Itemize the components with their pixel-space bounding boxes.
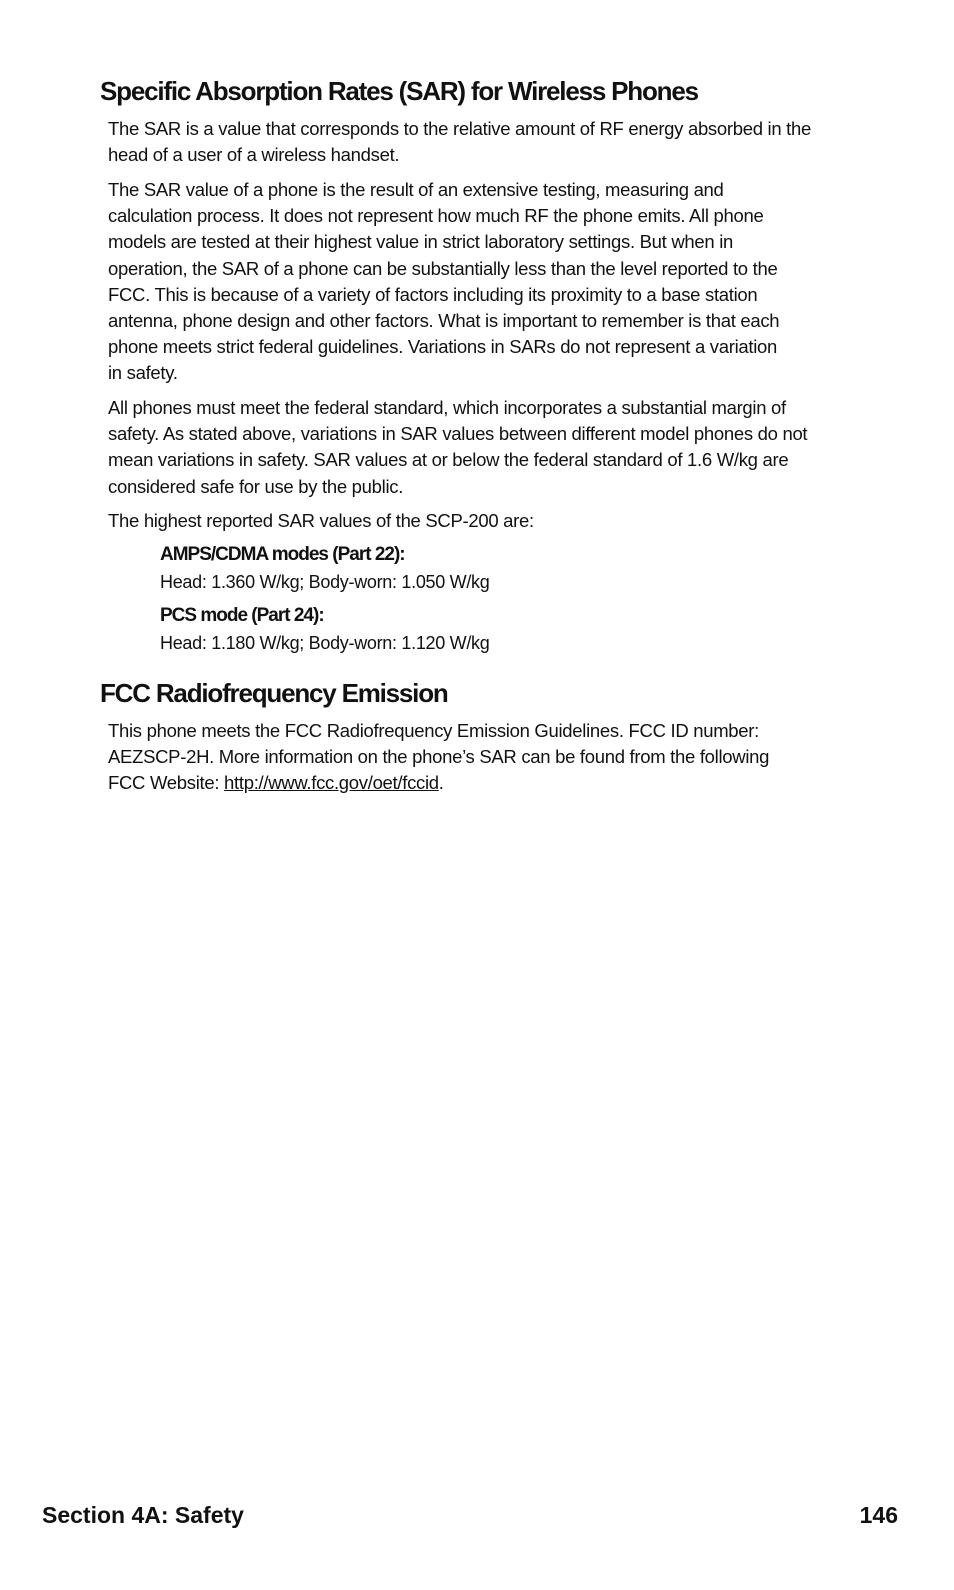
- paragraph-line: antenna, phone design and other factors. What is important to remember is that each: [108, 310, 780, 332]
- website-prefix: FCC Website:: [108, 772, 225, 794]
- amps-cdma-mode-values: Head: 1.360 W/kg; Body-worn: 1.050 W/kg: [160, 572, 490, 592]
- paragraph-line: operation, the SAR of a phone can be substantially less than the level reported to the: [108, 257, 778, 279]
- sar-paragraph-1: [108, 116, 868, 168]
- pcs-mode-label: PCS mode (Part 24):: [160, 605, 324, 626]
- paragraph-line: phone meets strict federal guidelines. Variations in SARs do not represent a variation: [108, 336, 778, 358]
- paragraph-line: considered safe for use by the public.: [108, 475, 404, 497]
- sar-heading: Specific Absorption Rates (SAR) for Wireless Phones: [100, 76, 698, 106]
- paragraph-line: safety. As stated above, variations in SAR values between different model phones do not: [108, 423, 808, 445]
- paragraph-line: All phones must meet the federal standard, which incorporates a substantial margin of: [108, 397, 786, 418]
- fcc-heading: FCC Radiofrequency Emission: [100, 678, 448, 708]
- sar-paragraph-2: [108, 177, 868, 387]
- paragraph-line: The highest reported SAR values of the SCP-200 are:: [108, 510, 534, 531]
- footer-page-number: 146: [859, 1502, 898, 1528]
- amps-cdma-mode-label: AMPS/CDMA modes (Part 22):: [160, 544, 405, 565]
- paragraph-line: AEZSCP-2H. More information on the phone’s SAR can be found from the following: [108, 746, 770, 768]
- paragraph-line: calculation process. It does not represent how much RF the phone emits. All phone: [108, 205, 764, 227]
- fcc-website-link[interactable]: http://www.fcc.gov/oet/fccid: [224, 772, 439, 794]
- paragraph-line: head of a user of a wireless handset.: [108, 144, 400, 166]
- footer-section-label: Section 4A: Safety: [42, 1502, 244, 1528]
- paragraph-line: The SAR value of a phone is the result of an extensive testing, measuring and: [108, 179, 724, 200]
- paragraph-line: FCC. This is because of a variety of factors including its proximity to a base station: [108, 283, 758, 305]
- paragraph-line: models are tested at their highest value in strict laboratory settings. But when in: [108, 231, 733, 253]
- paragraph-line: mean variations in safety. SAR values at or below the federal standard of 1.6 W/kg are: [108, 449, 789, 471]
- paragraph-line: The SAR is a value that corresponds to the relative amount of RF energy absorbed in the: [108, 118, 811, 139]
- sar-paragraph-3: [108, 395, 868, 500]
- paragraph-line: This phone meets the FCC Radiofrequency Emission Guidelines. FCC ID number:: [108, 720, 759, 741]
- sar-values-intro: [108, 508, 868, 534]
- pcs-mode-values: Head: 1.180 W/kg; Body-worn: 1.120 W/kg: [160, 633, 490, 653]
- paragraph-line: in safety.: [108, 362, 178, 384]
- website-suffix: .: [438, 772, 444, 794]
- paragraph-line-with-link: [108, 770, 868, 796]
- fcc-paragraph: [108, 718, 868, 797]
